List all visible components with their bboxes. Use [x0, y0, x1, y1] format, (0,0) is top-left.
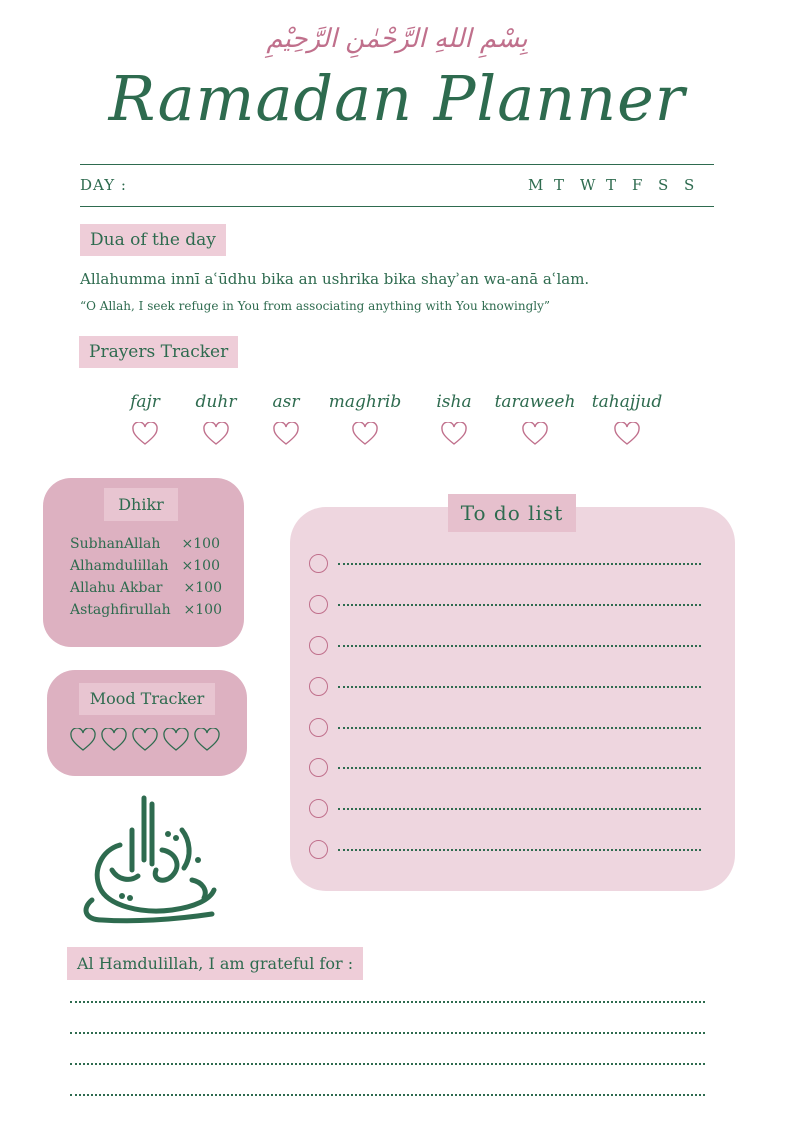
- heart-icon[interactable]: [522, 422, 548, 446]
- page-title: Ramadan Planner: [108, 62, 686, 135]
- heart-icon[interactable]: [614, 422, 640, 446]
- dhikr-row: [70, 580, 230, 596]
- todo-checkbox[interactable]: [309, 554, 328, 573]
- dua-text: Allahumma innī aʿūdhu bika an ushrika bika shayʾan wa-anā aʿlam.: [80, 270, 590, 288]
- heart-icon[interactable]: [132, 728, 158, 752]
- todo-item: [309, 553, 701, 573]
- todo-item: [309, 676, 701, 696]
- heart-icon[interactable]: [203, 422, 229, 446]
- gratitude-line[interactable]: [70, 1001, 705, 1003]
- heart-icon[interactable]: [194, 728, 220, 752]
- divider-bottom: [80, 206, 714, 207]
- prayer-asr: [241, 392, 331, 450]
- prayer-name: duhr: [195, 392, 237, 412]
- prayer-name: isha: [436, 392, 472, 412]
- todo-checkbox[interactable]: [309, 840, 328, 859]
- dhikr-count: ×100: [181, 558, 220, 574]
- gratitude-line[interactable]: [70, 1063, 705, 1065]
- prayer-name: fajr: [130, 392, 160, 412]
- todo-item: [309, 798, 701, 818]
- weekday-mon[interactable]: M: [528, 176, 544, 194]
- todo-line[interactable]: [338, 686, 701, 688]
- divider-top: [80, 164, 714, 165]
- todo-checkbox[interactable]: [309, 799, 328, 818]
- mood-tracker-label: Mood Tracker: [79, 683, 215, 715]
- todo-checkbox[interactable]: [309, 595, 328, 614]
- dua-label: Dua of the day: [80, 224, 226, 256]
- todo-checkbox[interactable]: [309, 636, 328, 655]
- dhikr-name: Allahu Akbar: [70, 580, 163, 596]
- bismillah-calligraphy: بِسْمِ اللهِ الرَّحْمٰنِ الرَّحِيْمِ: [266, 24, 528, 54]
- todo-item: [309, 839, 701, 859]
- dhikr-count: ×100: [183, 602, 222, 618]
- prayer-isha: [409, 392, 499, 450]
- dhikr-count: ×100: [181, 536, 220, 552]
- eid-calligraphy-icon: [72, 790, 222, 930]
- heart-icon[interactable]: [132, 422, 158, 446]
- todo-line[interactable]: [338, 849, 701, 851]
- mood-hearts: [70, 728, 220, 752]
- dhikr-row: [70, 602, 230, 618]
- weekday-wed[interactable]: W: [580, 176, 596, 194]
- day-label: DAY :: [80, 176, 127, 194]
- todo-line[interactable]: [338, 645, 701, 647]
- heart-icon[interactable]: [101, 728, 127, 752]
- dhikr-row: [70, 536, 230, 552]
- prayer-taraweeh: [490, 392, 580, 450]
- heart-icon[interactable]: [70, 728, 96, 752]
- gratitude-line[interactable]: [70, 1032, 705, 1034]
- dhikr-label: Dhikr: [104, 488, 178, 521]
- todo-line[interactable]: [338, 727, 701, 729]
- prayer-tahajjud: [582, 392, 672, 450]
- prayer-name: asr: [272, 392, 300, 412]
- todo-label: To do list: [448, 494, 576, 532]
- heart-icon[interactable]: [441, 422, 467, 446]
- prayer-name: taraweeh: [494, 392, 576, 412]
- todo-item: [309, 594, 701, 614]
- gratitude-line[interactable]: [70, 1094, 705, 1096]
- prayer-maghrib: [320, 392, 410, 450]
- todo-line[interactable]: [338, 563, 701, 565]
- todo-line[interactable]: [338, 767, 701, 769]
- prayer-name: tahajjud: [591, 392, 663, 412]
- weekday-fri[interactable]: F: [632, 176, 643, 194]
- dua-translation: “O Allah, I seek refuge in You from associating anything with You knowingly”: [80, 299, 551, 313]
- dhikr-name: Astaghfirullah: [70, 602, 171, 618]
- weekday-sat[interactable]: S: [658, 176, 669, 194]
- dhikr-name: SubhanAllah: [70, 536, 161, 552]
- weekday-sun[interactable]: S: [684, 176, 695, 194]
- todo-checkbox[interactable]: [309, 677, 328, 696]
- prayers-tracker-label: Prayers Tracker: [79, 336, 238, 368]
- todo-checkbox[interactable]: [309, 758, 328, 777]
- todo-line[interactable]: [338, 604, 701, 606]
- todo-checkbox[interactable]: [309, 718, 328, 737]
- gratitude-label: Al Hamdulillah, I am grateful for :: [67, 947, 363, 980]
- prayer-name: maghrib: [328, 392, 402, 412]
- todo-item: [309, 717, 701, 737]
- dhikr-name: Alhamdulillah: [70, 558, 169, 574]
- heart-icon[interactable]: [163, 728, 189, 752]
- dhikr-count: ×100: [183, 580, 222, 596]
- weekday-selector: [528, 176, 710, 194]
- heart-icon[interactable]: [273, 422, 299, 446]
- weekday-tue[interactable]: T: [554, 176, 565, 194]
- dhikr-row: [70, 558, 230, 574]
- todo-item: [309, 635, 701, 655]
- todo-line[interactable]: [338, 808, 701, 810]
- todo-item: [309, 757, 701, 777]
- weekday-thu[interactable]: T: [606, 176, 617, 194]
- heart-icon[interactable]: [352, 422, 378, 446]
